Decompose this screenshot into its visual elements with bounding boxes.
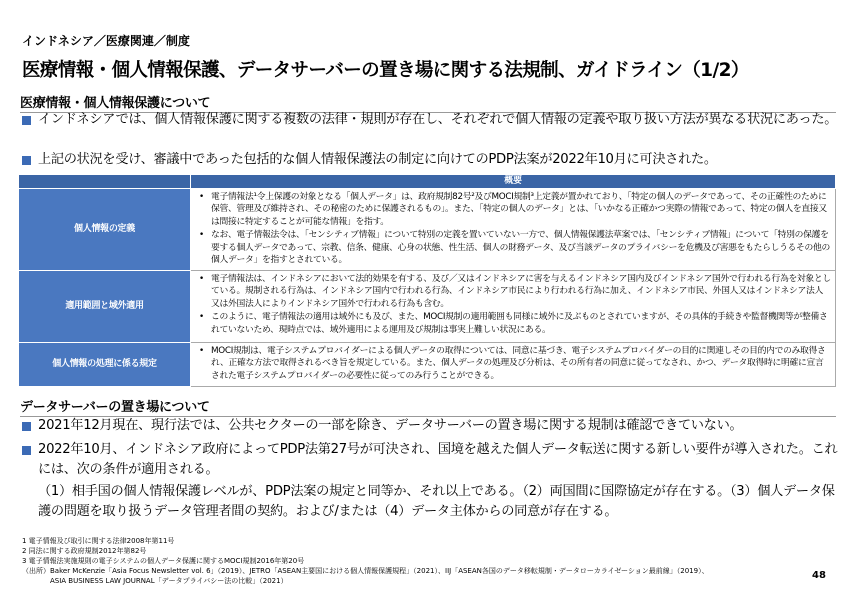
bullet-item: インドネシアでは、個人情報保護に関する複数の法律・規則が存在し、それぞれで個人情報の定義や取り扱い方法が異なる状況にあった。 bbox=[20, 110, 840, 130]
table-header: 概要 bbox=[191, 175, 836, 189]
row-label: 個人情報の定義 bbox=[19, 189, 191, 271]
footnote: 2 同法に関する政府規制2012年第82号 bbox=[22, 547, 147, 555]
source-note: （出所）Baker McKenzie「Asia Focus Newsletter vol. 6」（2019）、JETRO「ASEAN主要国における個人情報保護規程」（2021）、IIJ「ASEAN各国のデータ移転規制・データローカライゼーション最前線」（2019）、 bbox=[22, 567, 709, 575]
list-item: • 電子情報法¹令上保護の対象となる「個人データ」は、政府規制82号²及びMOCI規制³上定義が置かれており、「特定の個人のデータであって、その正確性のために保管、管理及び維持され、その秘密のために保護されるもの」。また、「特定の個人のデータ」とは、「いかなる正確かつ実際の情報であって、特定の個人を直接又は間接に特定することが可能な情報」を指す。 bbox=[197, 191, 831, 228]
source-note: ASIA BUSINESS LAW JOURNAL「データプライバシー法の比較」（2021） bbox=[50, 577, 288, 585]
overview-table bbox=[18, 174, 836, 387]
page-title: 医療情報・個人情報保護、データサーバーの置き場に関する法規制、ガイドライン（1/2） bbox=[22, 60, 749, 81]
footnote: 3 電子情報法実施規則の電子システムの個人データ保護に関するMOCI規制2016年第20号 bbox=[22, 557, 305, 565]
footnote: 1 電子情報及び取引に関する法律2008年第11号 bbox=[22, 537, 175, 545]
table-row bbox=[19, 271, 836, 343]
bullet-item: 2022年10月、インドネシア政府によってPDP法第27号が可決され、国境を越えた個人データ転送に関する新しい要件が導入された。これには、次の条件が適用される。 bbox=[20, 440, 840, 480]
bullet-item: 2021年12月現在、現行法では、公共セクターの一部を除き、データサーバーの置き場に関する規制は確認できていない。 bbox=[20, 416, 840, 436]
list-item: • 電子情報法は、インドネシアにおいて法的効果を有する、及び／又はインドネシアに害を与えるインドネシア国内及びインドネシア国外で行われる行為を対象としている。規制される行為は、インドネシア国内で行われる行為、インドネシア市民により行われる行為に加え、インドネシア市民、外国人又はインドネシア法人又は外国法人によりインドネシア国外で行われる行為も含む。 bbox=[197, 273, 831, 310]
breadcrumb: インドネシア／医療関連／制度 bbox=[22, 34, 190, 48]
list-item: • MOCI規制は、電子システムプロバイダーによる個人データの取得については、同意に基づき、電子システムプロバイダーの目的に関連しその目的内でのみ取得され、正確な方法で取得されるべき旨を規定している。また、個人データの処理及び分析は、その所有者の同意に従ってなされ、かつ、データ取得時に明確に宣言された電子システムプロバイダーの必要性に従ってのみ行うことができる。 bbox=[197, 345, 831, 382]
section-heading-privacy: 医療情報・個人情報保護について bbox=[20, 92, 836, 113]
table-row bbox=[19, 343, 836, 387]
table-row bbox=[19, 189, 836, 271]
bullet-item: 上記の状況を受け、審議中であった包括的な個人情報保護法の制定に向けてのPDP法案が2022年10月に可決された。 bbox=[20, 150, 840, 170]
section-heading-data-server: データサーバーの置き場について bbox=[20, 396, 836, 417]
page-number: 48 bbox=[812, 570, 826, 581]
list-item: • なお、電子情報法令は、「センシティブ情報」について特別の定義を置いていない一方で、個人情報保護法草案では、「センシティブ情報」について「特別の保護を要する個人データであって、宗教、信条、健康、心身の状態、性生活、個人の財務データ、及び当該データのプライバシーを危機及び害悪をもたらしうるその他の個人データ」を指すとされている。 bbox=[197, 229, 831, 266]
row-label: 個人情報の処理に係る規定 bbox=[19, 343, 191, 387]
row-label: 適用範囲と域外適用 bbox=[19, 271, 191, 343]
conditions-text: （1）相手国の個人情報保護レベルが、PDP法案の規定と同等か、それ以上である。（2）両国間に国際協定が存在する。（3）個人データ保護の問題を取り扱うデータ管理者間の契約。および/または（4）データ主体からの同意が存在する。 bbox=[38, 484, 835, 519]
list-item: • このように、電子情報法の適用は域外にも及び、また、MOCI規制の適用範囲も同様に域外に及ぶものとされていますが、その具体的手続きや監督機関等が整備されていないため、現時点では、域外適用による運用及び規制は事実上難しい状況にある。 bbox=[197, 311, 831, 336]
